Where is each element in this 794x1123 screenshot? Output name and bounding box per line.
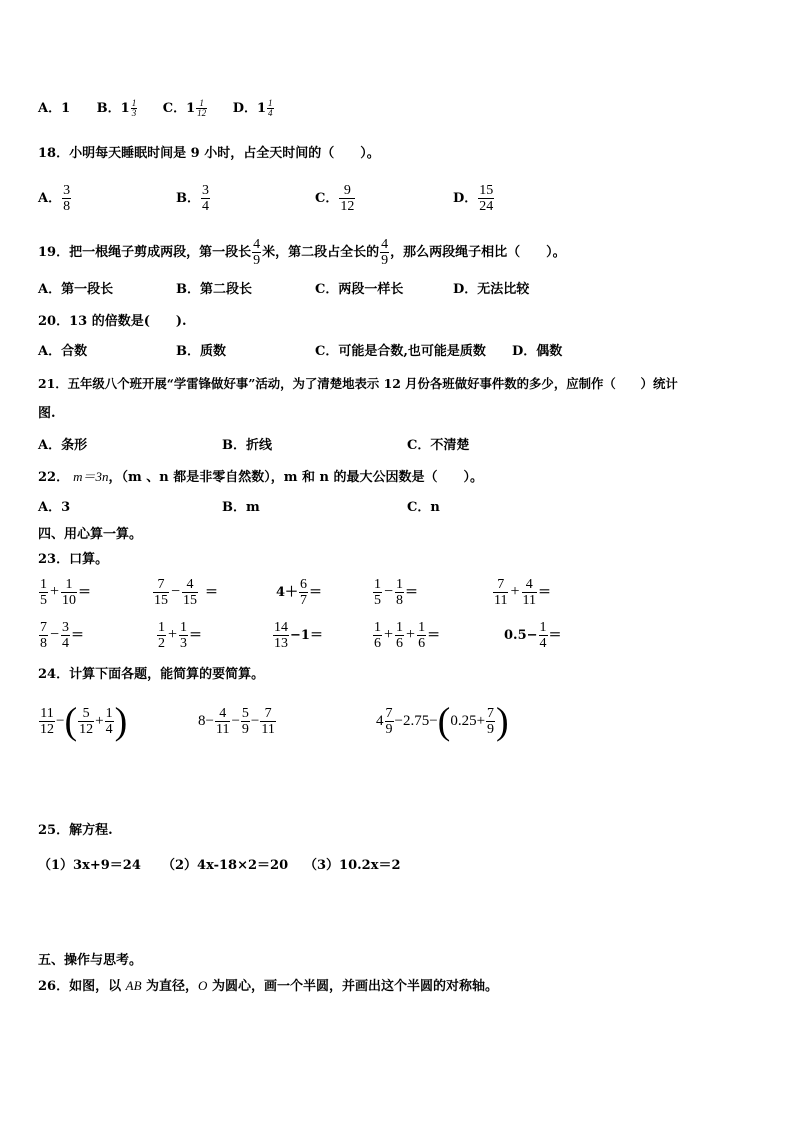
q23-item-8: $\frac{14}{13}$ −1＝ [274,620,323,651]
q17-option-a: A．1 [38,101,71,116]
q25-equation-2: （2）4x-18×2＝20 [162,858,289,873]
q18-option-c: C． $\frac{9}{12}$ [315,183,355,214]
q18-option-a: A． $\frac{3}{8}$ [38,183,71,214]
q22-option-c: C．n [407,500,440,515]
q17-option-c: C．1 $\frac{1}{12}$ [162,98,207,118]
q18-stem: 18．小明每天睡眠时间是 9 小时，占全天时间的（ ）。 [38,146,380,161]
q24-expression-2: 8− $\frac{4}{11}$ − $\frac{5}{9}$ − $\frac{7}{11}$ [198,706,275,737]
q20-option-b: B．质数 [176,344,226,359]
q23-item-6: $\frac{7}{8}$ − $\frac{3}{4}$ ＝ [40,620,85,651]
q22-stem: 22． m＝3n，（m 、n 都是非零自然数），m 和 n 的最大公因数是（ ）。 [38,469,484,485]
q23-title: 23．口算。 [38,552,109,567]
q21-option-b: B．折线 [222,438,272,453]
q21-option-a: A．条形 [38,438,88,453]
q20-option-d: D．偶数 [512,344,563,359]
q20-stem: 20．13 的倍数是( ). [38,314,187,329]
q25-equation-3: （3）10.2x＝2 [304,858,401,873]
q23-item-2: $\frac{7}{15}$ − $\frac{4}{15}$ ＝ [154,577,219,608]
q17-option-d: D．1 $\frac{1}{4}$ [232,98,273,118]
q22-option-a: A．3 [38,500,71,515]
q23-item-5: $\frac{7}{11}$ + $\frac{4}{11}$ ＝ [494,577,552,608]
q25-title: 25．解方程. [38,823,113,838]
q21-stem-line2: 图. [38,406,56,421]
q23-item-7: $\frac{1}{2}$ + $\frac{1}{3}$ ＝ [158,620,203,651]
q19-option-b: B．第二段长 [176,282,252,297]
q22-expression: m＝3n [73,469,109,484]
q24-expression-3: 4 $\frac{7}{9}$ −2.75−(0.25+ $\frac{7}{9}$ ) [376,700,509,743]
q23-item-1: $\frac{1}{5}$ + $\frac{1}{10}$ ＝ [40,577,92,608]
q23-item-4: $\frac{1}{5}$ − $\frac{1}{8}$ ＝ [374,577,419,608]
q25-equation-1: （1）3x+9＝24 [38,858,141,873]
q17-options [38,99,275,118]
q19-option-d: D．无法比较 [453,282,530,297]
q18-option-b: B． $\frac{3}{4}$ [176,183,209,214]
q21-stem-line1: 21．五年级八个班开展“学雷锋做好事”活动，为了清楚地表示 12 月份各班做好事件数的多少，应制作（ ）统计 [38,376,678,391]
q19-option-c: C．两段一样长 [315,282,404,297]
q24-expression-1: $\frac{11}{12}$ −( $\frac{5}{12}$ + $\frac{1}{4}$ ) [40,700,128,743]
section-5-heading: 五、操作与思考。 [38,953,143,968]
q18-option-d: D． $\frac{15}{24}$ [453,183,494,214]
q23-item-9: $\frac{1}{6}$ + $\frac{1}{6}$ + $\frac{1}{6}$ ＝ [374,620,441,651]
section-4-heading: 四、用心算一算。 [38,527,143,542]
q19-option-a: A．第一段长 [38,282,114,297]
q17-option-b: B．1 $\frac{1}{3}$ [96,98,137,118]
q20-option-a: A．合数 [38,344,88,359]
q23-item-10: 0.5− $\frac{1}{4}$ ＝ [504,620,562,651]
q22-option-b: B．m [222,500,260,515]
q24-title: 24．计算下面各题，能简算的要简算。 [38,667,265,682]
q26-stem: 26．如图，以 AB 为直径，O 为圆心，画一个半圆，并画出这个半圆的对称轴。 [38,978,498,994]
q23-item-3: 4＋ $\frac{6}{7}$ ＝ [276,577,323,608]
q19-stem: 19．把一根绳子剪成两段，第一段长 $\frac{4}{9}$ 米，第二段占全长的 $\frac{4}{9}$ ，那么两段绳子相比（ ）。 [38,237,566,268]
q21-option-c: C．不清楚 [407,438,470,453]
q20-option-c: C．可能是合数,也可能是质数 [315,344,486,359]
